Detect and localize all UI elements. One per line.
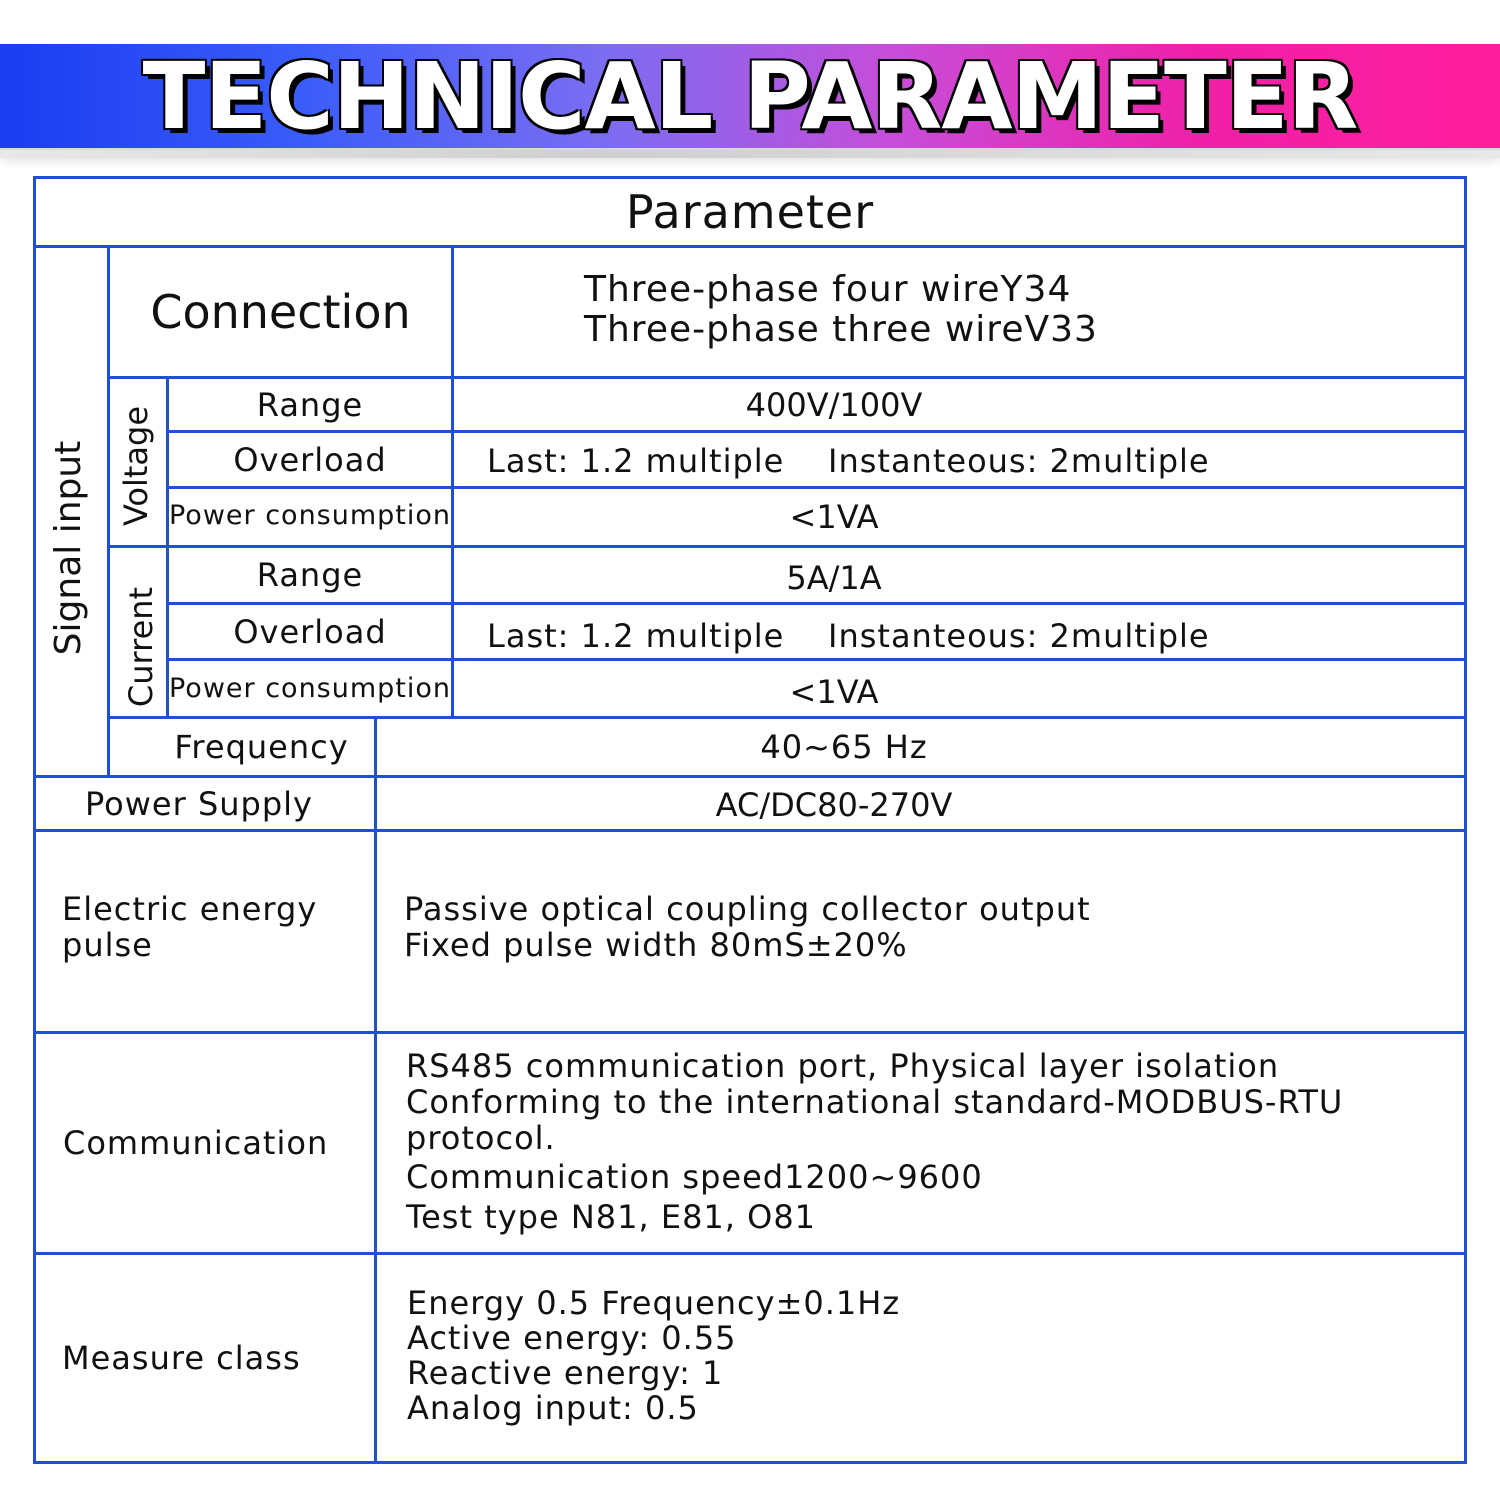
communication-line-5: Test type N81, E81, O81 [406, 1198, 817, 1237]
power-supply-label: Power Supply [85, 784, 313, 823]
frequency-label: Frequency [174, 728, 349, 766]
measure-line-3: Reactive energy: 1 [407, 1353, 724, 1392]
connection-value [584, 270, 1444, 351]
pulse-label [62, 892, 362, 964]
pulse-value-line-2: Fixed pulse width 80mS±20% [404, 925, 908, 964]
communication-line-2: Conforming to the international standard-MODBUS-RTU [406, 1082, 1344, 1121]
pulse-value [404, 892, 1444, 964]
frequency-value: 40~65 Hz [760, 728, 928, 766]
voltage-overload-last: Last: 1.2 multiple [487, 441, 785, 480]
voltage-range-value: 400V/100V [745, 385, 923, 424]
communication-label: Communication [63, 1124, 329, 1162]
current-overload-last: Last: 1.2 multiple [487, 616, 785, 655]
divider [451, 245, 454, 718]
measure-value [407, 1286, 1457, 1426]
current-overload-instant: Instanteous: 2multiple [828, 616, 1210, 655]
connection-line-2: Three-phase three wireV33 [584, 309, 1098, 351]
measure-label: Measure class [62, 1339, 301, 1377]
voltage-overload-label: Overload [233, 440, 387, 479]
current-power-label: Power consumption [168, 673, 452, 704]
table-header: Parameter [625, 185, 875, 239]
voltage-power-label: Power consumption [168, 500, 452, 531]
power-supply-value: AC/DC80-270V [715, 786, 953, 824]
measure-line-4: Analog input: 0.5 [407, 1388, 699, 1427]
voltage-label: Voltage [117, 405, 155, 527]
pulse-label-line-1: Electric energy [62, 890, 318, 928]
communication-line-1: RS485 communication port, Physical layer isolation [406, 1047, 1280, 1085]
current-label: Current [122, 586, 160, 708]
voltage-range-label: Range [256, 385, 364, 424]
current-overload-label: Overload [233, 612, 387, 651]
banner-title: TECHNICAL PARAMETER [142, 42, 1358, 150]
signal-input-label: Signal input [47, 440, 89, 656]
communication-value [406, 1049, 1456, 1236]
connection-label: Connection [150, 285, 411, 339]
communication-line-3: protocol. [406, 1118, 556, 1157]
communication-line-4: Communication speed1200~9600 [406, 1158, 983, 1197]
measure-line-1: Energy 0.5 Frequency±0.1Hz [407, 1284, 901, 1322]
voltage-overload-instant: Instanteous: 2multiple [828, 441, 1210, 480]
current-power-value: <1VA [789, 673, 879, 711]
measure-line-2: Active energy: 0.55 [407, 1318, 737, 1357]
connection-line-1: Three-phase four wireY34 [584, 269, 1072, 310]
current-range-label: Range [256, 556, 364, 594]
banner-shadow [0, 150, 1500, 158]
pulse-value-line-1: Passive optical coupling collector output [404, 890, 1091, 928]
pulse-label-line-2: pulse [62, 925, 153, 964]
current-range-value: 5A/1A [786, 559, 882, 597]
voltage-power-value: <1VA [789, 498, 879, 536]
